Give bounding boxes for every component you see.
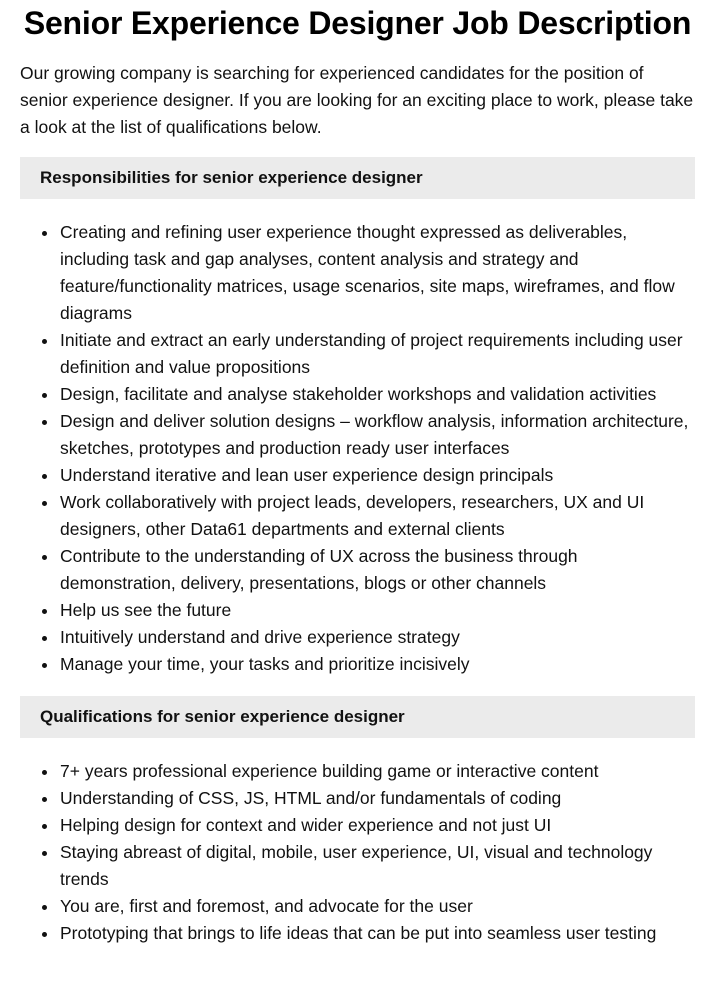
list-item: Manage your time, your tasks and prioritize incisively — [60, 651, 695, 678]
list-item: Initiate and extract an early understanding of project requirements including user definition and value propositions — [60, 327, 695, 381]
qualifications-list — [20, 758, 695, 947]
qualifications-heading: Qualifications for senior experience designer — [20, 696, 695, 738]
list-item: Help us see the future — [60, 597, 695, 624]
list-item: Staying abreast of digital, mobile, user experience, UI, visual and technology trends — [60, 839, 695, 893]
list-item: Helping design for context and wider experience and not just UI — [60, 812, 695, 839]
list-item: Work collaboratively with project leads, developers, researchers, UX and UI designers, other Data61 departments and external clients — [60, 489, 695, 543]
list-item: Creating and refining user experience thought expressed as deliverables, including task and gap analyses, content analysis and strategy and feature/functionality matrices, usage scenarios, site maps, wireframes, and flow diagrams — [60, 219, 695, 327]
list-item: You are, first and foremost, and advocate for the user — [60, 893, 695, 920]
list-item: Design and deliver solution designs – workflow analysis, information architecture, sketches, prototypes and production ready user interfaces — [60, 408, 695, 462]
list-item: Intuitively understand and drive experience strategy — [60, 624, 695, 651]
intro-paragraph: Our growing company is searching for experienced candidates for the position of senior experience designer. If you are looking for an exciting place to work, please take a look at the list of qualifications below. — [20, 63, 694, 137]
list-item: Prototyping that brings to life ideas that can be put into seamless user testing — [60, 920, 695, 947]
responsibilities-section — [20, 157, 695, 678]
page-title: Senior Experience Designer Job Description — [23, 5, 692, 41]
list-item: Understanding of CSS, JS, HTML and/or fundamentals of coding — [60, 785, 695, 812]
responsibilities-list — [20, 219, 695, 678]
list-item: Contribute to the understanding of UX across the business through demonstration, delivery, presentations, blogs or other channels — [60, 543, 695, 597]
responsibilities-heading: Responsibilities for senior experience designer — [20, 157, 695, 199]
list-item: Design, facilitate and analyse stakeholder workshops and validation activities — [60, 381, 695, 408]
list-item: 7+ years professional experience building game or interactive content — [60, 758, 695, 785]
list-item: Understand iterative and lean user experience design principals — [60, 462, 695, 489]
qualifications-section — [20, 696, 695, 947]
